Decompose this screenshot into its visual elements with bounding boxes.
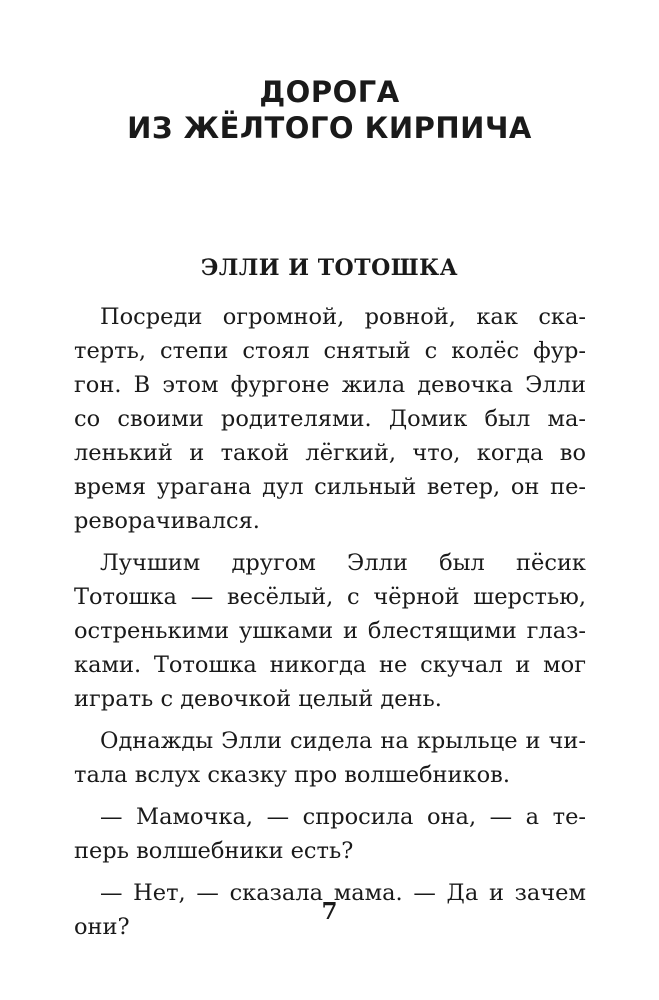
chapter-title: ЭЛЛИ И ТОТОШКА <box>200 255 459 281</box>
book-title-line-1: ДОРОГА <box>259 75 400 109</box>
text-line: остренькими ушками и блестящими глаз- <box>74 618 586 644</box>
book-title <box>0 74 659 146</box>
body-text <box>74 300 586 944</box>
text-line: Посреди огромной, ровной, как ска- <box>100 304 586 330</box>
text-line: — Нет, — сказала мама. — Да и зачем <box>100 880 586 906</box>
text-line: Однажды Элли сидела на крыльце и чи- <box>100 728 586 754</box>
paragraph <box>74 546 586 716</box>
text-line: тала вслух сказку про волшебников. <box>74 762 510 788</box>
text-line: играть с девочкой целый день. <box>74 686 442 712</box>
text-line: гон. В этом фургоне жила девочка Элли <box>74 372 586 398</box>
text-line: перь волшебники есть? <box>74 838 354 864</box>
paragraph <box>74 800 586 868</box>
paragraph <box>74 300 586 538</box>
text-line: со своими родителями. Домик был ма- <box>74 406 586 432</box>
text-line: они? <box>74 914 130 940</box>
text-line: время урагана дул сильный ветер, он пе- <box>74 474 586 500</box>
text-line: Лучшим другом Элли был пёсик <box>100 550 586 576</box>
page-number: 7 <box>321 898 338 925</box>
book-title-line-2: ИЗ ЖЁЛТОГО КИРПИЧА <box>127 111 532 145</box>
paragraph <box>74 724 586 792</box>
text-line: — Мамочка, — спросила она, — а те- <box>100 804 586 830</box>
text-line: ленький и такой лёгкий, что, когда во <box>74 440 586 466</box>
text-line: реворачивался. <box>74 508 260 534</box>
text-line: ками. Тотошка никогда не скучал и мог <box>74 652 586 678</box>
text-line: терть, степи стоял снятый с колёс фур- <box>74 338 586 364</box>
text-line: Тотошка — весёлый, с чёрной шерстью, <box>74 584 586 610</box>
